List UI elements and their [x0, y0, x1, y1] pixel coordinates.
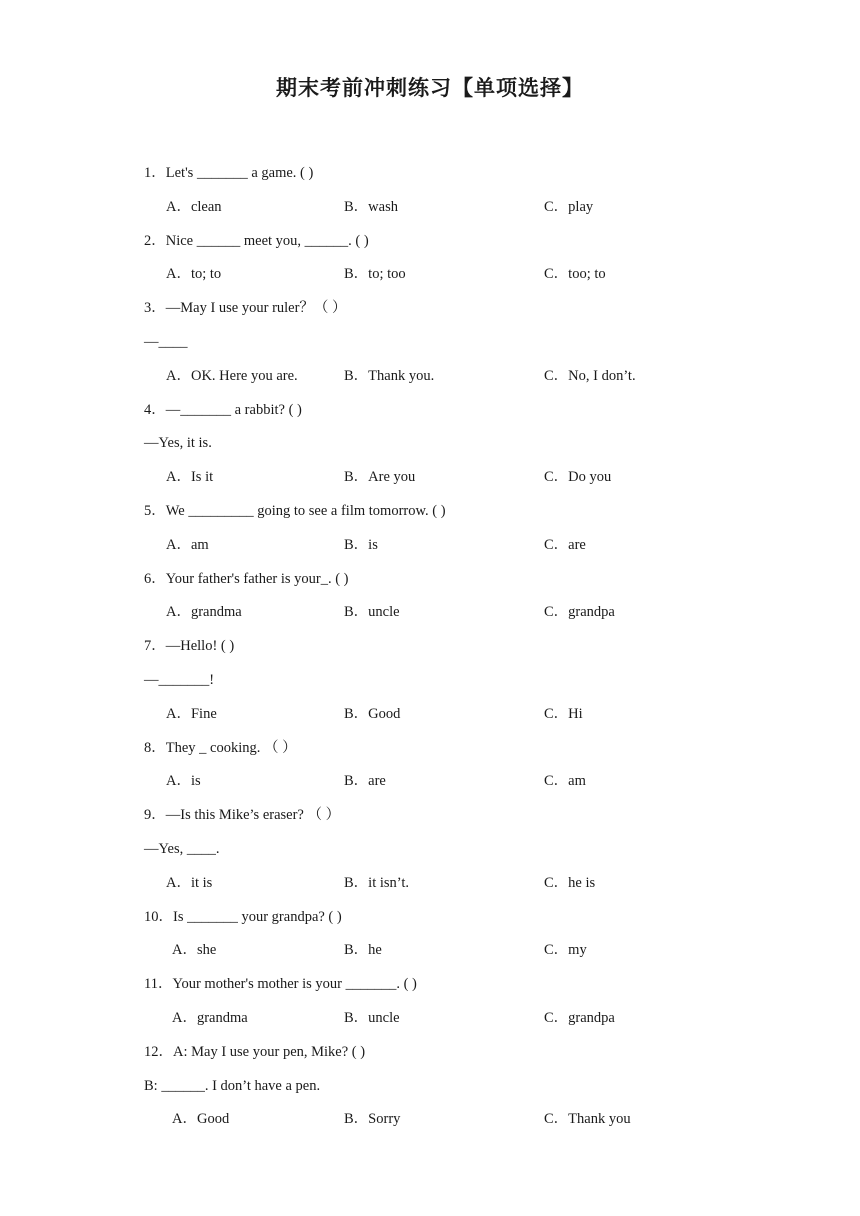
option-c[interactable]: C．Do you — [544, 469, 612, 486]
option-a[interactable]: A．am — [166, 536, 209, 553]
option-a[interactable]: A．clean — [166, 198, 222, 215]
option-c[interactable]: C．are — [544, 536, 586, 553]
option-a[interactable]: A．grandma — [172, 1010, 248, 1026]
question-stem: 12．A: May I use your pen, Mike? ( ) — [144, 1043, 366, 1060]
option-c[interactable]: C．No, I don’t. — [544, 367, 636, 384]
question-dialog-line: —_______! — [144, 672, 215, 688]
option-b[interactable]: B．he — [344, 942, 382, 959]
option-b[interactable]: B．Are you — [344, 469, 416, 486]
option-b[interactable]: B．to; too — [344, 266, 406, 283]
question-stem: 2．Nice ______ meet you, ______. ( ) — [144, 232, 369, 249]
question-stem: 6．Your father's father is your_. ( ) — [144, 570, 349, 587]
option-c[interactable]: C．Thank you — [544, 1111, 631, 1128]
option-c[interactable]: C．Hi — [544, 705, 583, 722]
question-stem: 4．—_______ a rabbit? ( ) — [144, 401, 302, 418]
option-c[interactable]: C．grandpa — [544, 604, 615, 621]
option-c[interactable]: C．grandpa — [544, 1010, 615, 1026]
option-a[interactable]: A．grandma — [166, 604, 242, 621]
option-c[interactable]: C．my — [544, 942, 587, 959]
question-stem: 11．Your mother's mother is your _______. ( ) — [144, 976, 417, 993]
question-stem: 10．Is _______ your grandpa? ( ) — [144, 908, 342, 925]
question-stem: 1．Let's _______ a game. ( ) — [144, 165, 314, 181]
option-a[interactable]: A．OK. Here you are. — [166, 367, 298, 384]
question-stem: 8．They _ cooking. （ ） — [144, 739, 297, 756]
option-c[interactable]: C．play — [544, 198, 594, 215]
question-stem: 3．—May I use your ruler？（ ） — [144, 300, 347, 317]
option-b[interactable]: B．wash — [344, 198, 398, 215]
option-b[interactable]: B．uncle — [344, 1010, 400, 1026]
option-a[interactable]: A．is — [166, 773, 201, 790]
option-b[interactable]: B．Thank you. — [344, 367, 435, 384]
option-b[interactable]: B．uncle — [344, 604, 400, 621]
option-a[interactable]: A．Good — [172, 1111, 230, 1128]
option-a[interactable]: A．to; to — [166, 266, 222, 283]
option-a[interactable]: A．she — [172, 942, 217, 959]
option-b[interactable]: B．are — [344, 773, 386, 790]
question-dialog-line: —Yes, ____. — [144, 841, 220, 857]
option-a[interactable]: A．Is it — [166, 469, 214, 486]
option-b[interactable]: B．Sorry — [344, 1111, 401, 1128]
question-stem: 9．—Is this Mike’s eraser? （ ） — [144, 807, 341, 824]
option-b[interactable]: B．Good — [344, 705, 401, 722]
question-stem: 5．We _________ going to see a film tomorrow. ( ) — [144, 503, 446, 519]
option-c[interactable]: C．he is — [544, 874, 596, 891]
option-c[interactable]: C．am — [544, 773, 586, 790]
option-a[interactable]: A．it is — [166, 874, 213, 891]
option-c[interactable]: C．too; to — [544, 266, 606, 283]
page-title: 期末考前冲刺练习【单项选择】 — [276, 76, 584, 100]
option-b[interactable]: B．it isn’t. — [344, 874, 409, 891]
question-dialog-line: B: ______. I don’t have a pen. — [144, 1077, 321, 1094]
question-dialog-line: —Yes, it is. — [144, 435, 212, 452]
question-dialog-line: —____ — [144, 334, 188, 350]
question-stem: 7．—Hello! ( ) — [144, 638, 235, 655]
option-a[interactable]: A．Fine — [166, 705, 217, 722]
option-b[interactable]: B．is — [344, 536, 378, 553]
